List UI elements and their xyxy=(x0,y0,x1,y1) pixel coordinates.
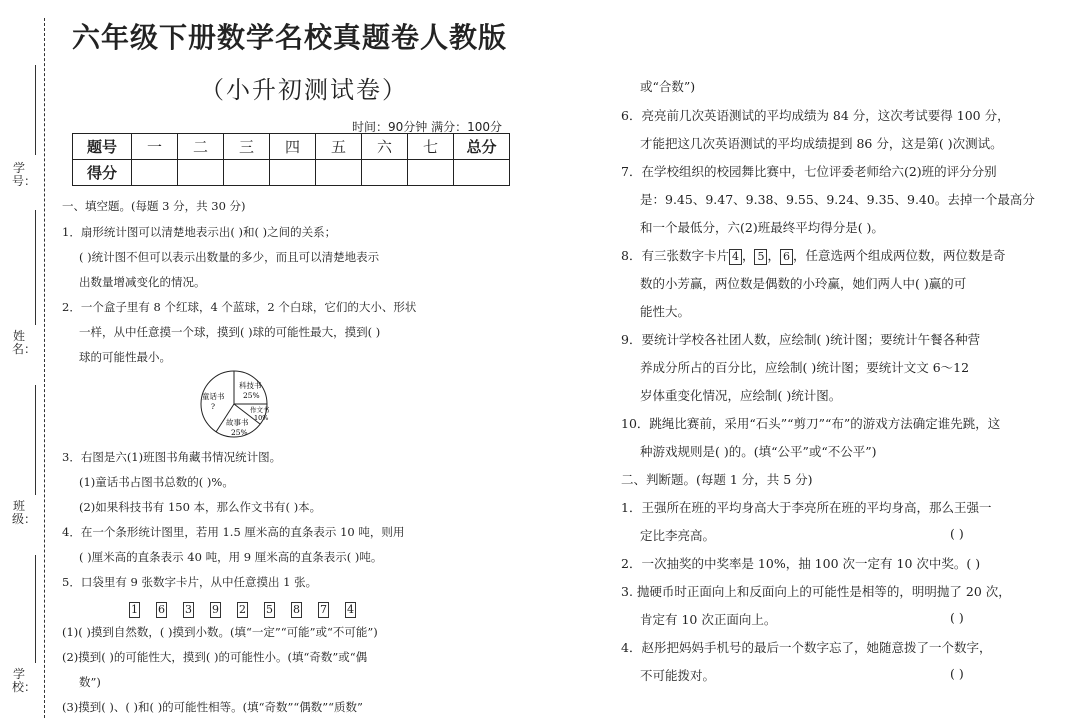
page-title: 六年级下册数学名校真题卷人教版 xyxy=(72,21,508,54)
score-header-cell: 五 xyxy=(316,134,362,160)
pie-label-zuowen: 作文书 xyxy=(250,406,270,414)
question-5-part-2-line-1: (2)摸到( )的可能性大，摸到( )的可能性小。(填“奇数”或“偶 xyxy=(62,650,368,664)
name-field[interactable] xyxy=(35,210,36,325)
digit-card: 6 xyxy=(780,249,793,265)
question-10-line-1: 10．跳绳比赛前，采用“石头”“剪刀”“布”的游戏方法确定谁先跳，这 xyxy=(621,416,1001,431)
judge-1-line-2: 定比李亮高。 xyxy=(640,528,716,543)
student-no-label: 学号： xyxy=(12,161,37,188)
question-6-line-2: 才能把这几次英语测试的平均成绩提到 86 分，这是第( )次测试。 xyxy=(640,136,1003,151)
question-7-line-3: 和一个最低分，六(2)班最终平均得分是( )。 xyxy=(640,220,884,235)
question-3: 3．右图是六(1)班图书角藏书情况统计图。 xyxy=(62,450,282,464)
score-header-cell: 一 xyxy=(132,134,178,160)
number-card: 1 xyxy=(131,603,138,616)
question-5-part-3: (3)摸到( )、( )和( )的可能性相等。(填“奇数”“偶数”“质数” xyxy=(62,700,363,714)
score-cell[interactable] xyxy=(408,160,454,186)
pie-label-gushi: 故事书 xyxy=(226,418,249,427)
judge-3-answer[interactable]: ( ) xyxy=(950,610,964,625)
score-cell[interactable] xyxy=(316,160,362,186)
book-pie-chart xyxy=(196,368,280,440)
question-8-line-1: 8．有三张数字卡片 4 ， 5 ， 6 ，任意选两个组成两位数，两位数是奇 xyxy=(621,248,1006,263)
pie-label-keji: 科技书 xyxy=(239,381,262,390)
pie-label-tonghua: 童话书 xyxy=(202,392,225,401)
score-header-cell: 二 xyxy=(178,134,224,160)
pie-pct-keji: 25% xyxy=(243,391,260,400)
score-row-label: 得分 xyxy=(73,160,132,186)
digit-card: 4 xyxy=(729,249,742,265)
score-header-cell: 六 xyxy=(362,134,408,160)
score-header-cell: 总分 xyxy=(454,134,510,160)
section-2-heading: 二、判断题。(每题 1 分，共 5 分) xyxy=(621,472,813,487)
pie-pct-tonghua: ? xyxy=(211,402,216,411)
judge-2: 2．一次抽奖的中奖率是 10%，抽 100 次一定有 10 次中奖。( ) xyxy=(621,556,981,571)
name-label: 姓名： xyxy=(12,329,37,356)
score-header-cell: 四 xyxy=(270,134,316,160)
question-3-part-1: (1)童话书占图书总数的( )%。 xyxy=(79,475,234,489)
question-8-suffix: ，任意选两个组成两位数，两位数是奇 xyxy=(793,248,1006,263)
school-field[interactable] xyxy=(35,555,36,663)
score-header-cell: 七 xyxy=(408,134,454,160)
number-card: 8 xyxy=(293,603,300,616)
score-header-cell: 题号 xyxy=(73,134,132,160)
question-4-line-1: 4．在一个条形统计图里，若用 1.5 厘米高的直条表示 10 吨，则用 xyxy=(62,525,405,539)
question-7-line-1: 7．在学校组织的校园舞比赛中，七位评委老师给六(2)班的评分分别 xyxy=(621,164,997,179)
question-2-line-1: 2．一个盒子里有 8 个红球，4 个蓝球，2 个白球，它们的大小、形状 xyxy=(62,300,417,314)
question-9-line-1: 9．要统计学校各社团人数，应绘制( )统计图；要统计午餐各种营 xyxy=(621,332,981,347)
number-card: 7 xyxy=(320,603,327,616)
question-6-line-1: 6．亮亮前几次英语测试的平均成绩为 84 分，这次考试要得 100 分， xyxy=(621,108,1010,123)
pie-pct-gushi: 25% xyxy=(231,428,248,437)
question-8-line-2: 数的小芳赢，两位数是偶数的小玲赢，她们两人中( )赢的可 xyxy=(640,276,967,291)
score-cell[interactable] xyxy=(132,160,178,186)
question-2-line-2: 一样，从中任意摸一个球，摸到( )球的可能性最大，摸到( ) xyxy=(79,325,381,339)
question-9-line-2: 养成分所占的百分比，应绘制( )统计图；要统计文文 6～12 xyxy=(640,360,970,375)
number-card: 3 xyxy=(185,603,192,616)
question-10-line-2: 种游戏规则是( )的。(填“公平”或“不公平”) xyxy=(640,444,877,459)
score-header-row xyxy=(73,134,510,160)
judge-4-answer[interactable]: ( ) xyxy=(950,666,964,681)
question-1-line-1: 1．扇形统计图可以清楚地表示出( )和( )之间的关系； xyxy=(62,225,337,239)
score-cell[interactable] xyxy=(454,160,510,186)
score-cell[interactable] xyxy=(270,160,316,186)
score-value-row xyxy=(73,160,510,186)
question-5-continued: 或“合数”) xyxy=(640,79,696,94)
question-5-part-2-line-2: 数”) xyxy=(79,675,101,689)
number-card: 5 xyxy=(266,603,273,616)
number-card: 6 xyxy=(158,603,165,616)
judge-4-line-2: 不可能拨对。 xyxy=(640,668,716,683)
question-7-line-2: 是：9.45、9.47、9.38、9.55、9.24、9.35、9.40。去掉一个最高分 xyxy=(640,192,1035,207)
time-info: 时间：90分钟 满分：100分 xyxy=(352,120,502,134)
number-cards xyxy=(129,598,372,618)
school-label: 学校： xyxy=(12,667,37,694)
judge-4-line-1: 4．赵彤把妈妈手机号的最后一个数字忘了，她随意拨了一个数字， xyxy=(621,640,992,655)
question-9-line-3: 岁体重变化情况，应绘制( )统计图。 xyxy=(640,388,842,403)
score-cell[interactable] xyxy=(178,160,224,186)
binding-dashed-line xyxy=(44,18,45,718)
digit-card: 5 xyxy=(754,249,767,265)
class-label: 班级： xyxy=(12,499,37,526)
pie-pct-zuowen: 10% xyxy=(254,414,269,422)
question-4-line-2: ( )厘米高的直条表示 40 吨，用 9 厘米高的直条表示( )吨。 xyxy=(79,550,383,564)
score-header-cell: 三 xyxy=(224,134,270,160)
question-5-part-1: (1)( )摸到自然数，( )摸到小数。(填“一定”“可能”或“不可能”) xyxy=(62,625,378,639)
judge-3-line-1: 3. 抛硬币时正面向上和反面向上的可能性是相等的，明明抛了 20 次， xyxy=(621,584,1011,599)
question-3-part-2: (2)如果科技书有 150 本，那么作文书有( )本。 xyxy=(79,500,322,514)
judge-3-line-2: 肯定有 10 次正面向上。 xyxy=(640,612,777,627)
score-table xyxy=(72,133,510,186)
question-1-line-2: ( )统计图不但可以表示出数量的多少，而且可以清楚地表示 xyxy=(79,250,380,264)
score-cell[interactable] xyxy=(362,160,408,186)
student-no-field[interactable] xyxy=(35,65,36,155)
page-subtitle: （小升初测试卷） xyxy=(200,76,408,104)
question-5: 5．口袋里有 9 张数字卡片，从中任意摸出 1 张。 xyxy=(62,575,318,589)
judge-1-line-1: 1．王强所在班的平均身高大于李亮所在班的平均身高，那么王强一 xyxy=(621,500,992,515)
question-8-prefix: 8．有三张数字卡片 xyxy=(621,248,729,263)
score-cell[interactable] xyxy=(224,160,270,186)
number-card: 4 xyxy=(347,603,354,616)
question-1-line-3: 出数量增减变化的情况。 xyxy=(79,275,206,289)
question-8-line-3: 能性大。 xyxy=(640,304,691,319)
class-field[interactable] xyxy=(35,385,36,495)
section-1-heading: 一、填空题。(每题 3 分，共 30 分) xyxy=(62,199,246,213)
judge-1-answer[interactable]: ( ) xyxy=(950,526,964,541)
number-card: 2 xyxy=(239,603,246,616)
question-2-line-3: 球的可能性最小。 xyxy=(79,350,171,364)
number-card: 9 xyxy=(212,603,219,616)
